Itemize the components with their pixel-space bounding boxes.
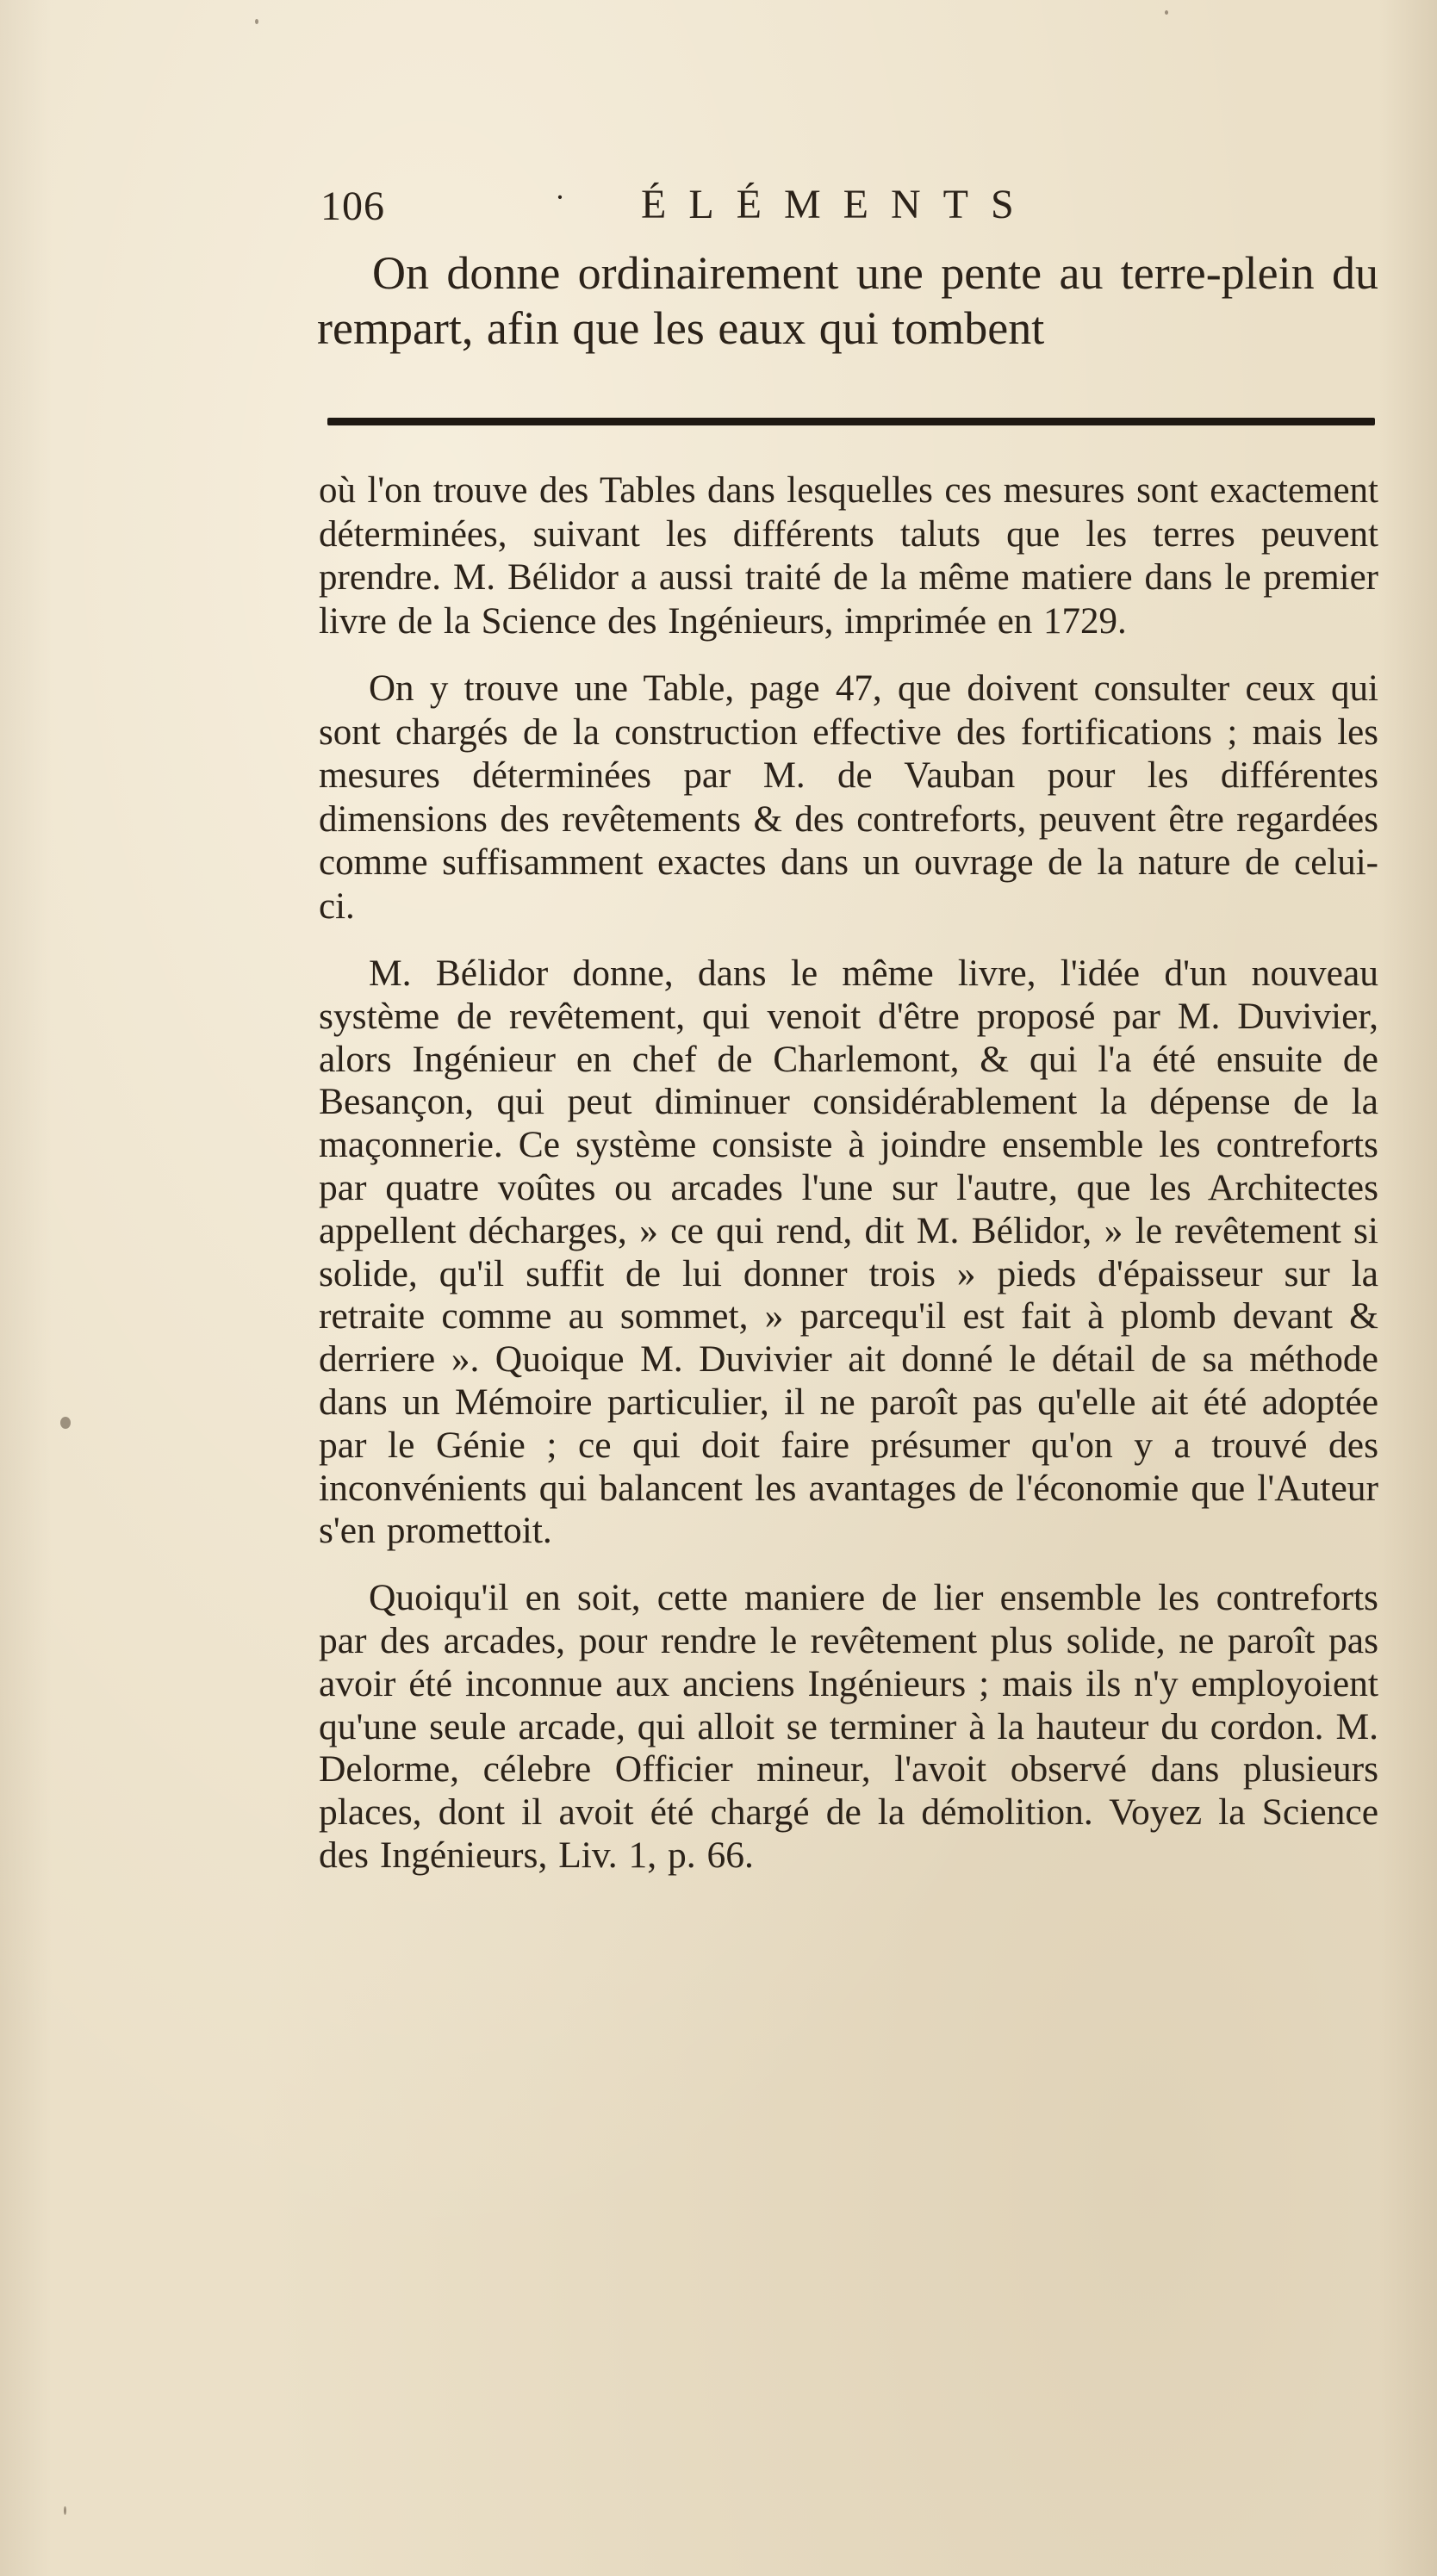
notes-section [319, 469, 1378, 1878]
separator-rule [327, 418, 1375, 425]
ink-speck [64, 2506, 66, 2515]
main-paragraph: On donne ordinairement une pente au terre-plein du rempart, afin que les eaux qui tombent [317, 247, 1378, 354]
page-header [320, 171, 1061, 231]
ink-speck [1165, 10, 1168, 15]
page-number: 106 [320, 183, 385, 229]
note-paragraph-1: où l'on trouve des Tables dans lesquelles ces mesures sont exactement déterminées, suivant les différents taluts que les terres peuvent prendre. M. Bélidor a aussi traité de la même matiere dans le premier livre de la Science des Ingénieurs, imprimée en 1729. [319, 470, 1378, 642]
note-paragraph-2: On y trouve une Table, page 47, que doivent consulter ceux qui sont chargés de la construction effective des fortifications ; mais les mesures déterminées par M. de Vauban pour les différentes dimensions des revêtements & des contreforts, peuvent être regardées comme suffisamment exactes dans un ouvrage de la nature de celui-ci. [319, 668, 1378, 927]
header-separator: · [555, 180, 565, 214]
main-text [317, 245, 1378, 356]
ink-speck [255, 19, 258, 24]
running-head: ÉLÉMENTS [641, 182, 1036, 227]
note-paragraph-4: Quoiqu'il en soit, cette maniere de lier ensemble les contreforts par des arcades, pour rendre le revêtement plus solide, ne paroît pas avoir été inconnue aux anciens Ingénieurs ; mais ils n'y employoient qu'une seule arcade, qui alloit se terminer à la hauteur du cordon. M. Delorme, célebre Officier mineur, l'avoit observé dans plusieurs places, dont il avoit été chargé de la démolition. Voyez la Science des Ingénieurs, Liv. 1, p. 66. [319, 1577, 1378, 1876]
note-paragraph-3: M. Bélidor donne, dans le même livre, l'idée d'un nouveau système de revêtement, qui venoit d'être proposé par M. Duvivier, alors Ingénieur en chef de Charlemont, & qui l'a été ensuite de Besançon, qui peut diminuer considérablement la dépense de la maçonnerie. Ce système consiste à joindre ensemble les contreforts par quatre voûtes ou arcades l'une sur l'autre, que les Architectes appellent décharges, » ce qui rend, dit M. Bélidor, » le revêtement si solide, qu'il suffit de lui donner trois » pieds d'épaisseur sur la retraite comme au sommet, » parcequ'il est fait à plomb devant & derriere ». Quoique M. Duvivier ait donné le détail de sa méthode dans un Mémoire particulier, il ne paroît pas qu'elle ait été adoptée par le Génie ; ce qui doit faire présumer qu'on y a trouvé des inconvénients qui balancent les avantages de l'économie que l'Auteur s'en promettoit. [319, 953, 1378, 1552]
ink-speck [60, 1417, 71, 1429]
